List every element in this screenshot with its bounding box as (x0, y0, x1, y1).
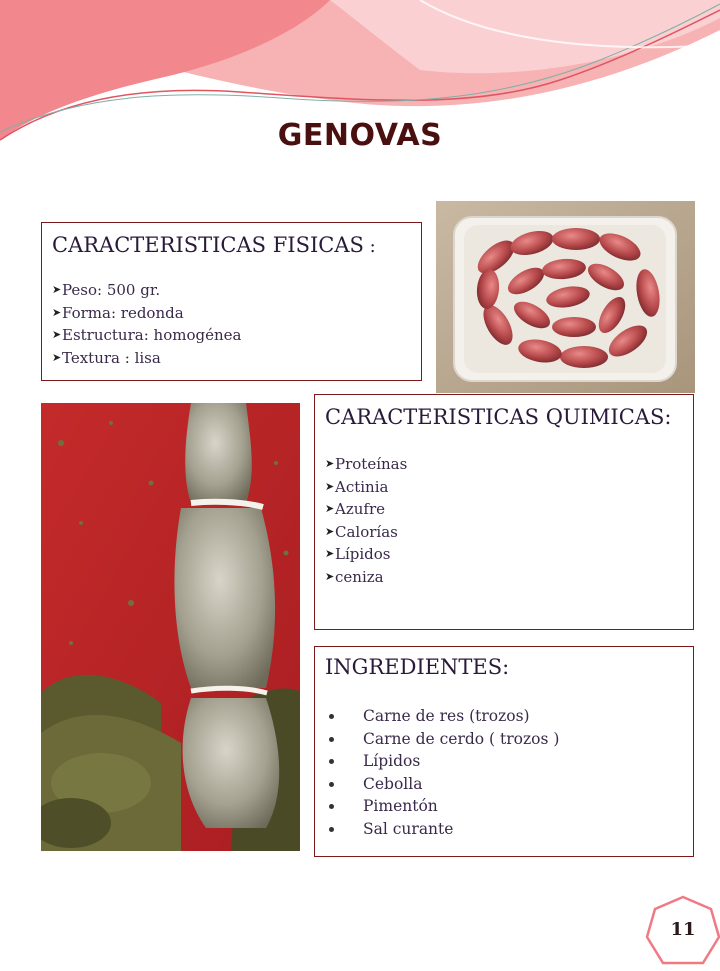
list-item (52, 279, 411, 302)
list-item-text: Lípidos (335, 545, 391, 563)
page-title: GENOVAS (277, 118, 443, 153)
list-item-text: Textura : lisa (62, 348, 161, 367)
arrow-bullet-icon: ➤ (52, 350, 62, 364)
list-item (329, 795, 683, 818)
arrow-bullet-icon: ➤ (325, 524, 335, 538)
list-item-text: Sal curante (363, 819, 454, 838)
list-item (329, 750, 683, 773)
list-item (325, 453, 683, 476)
list-item (52, 302, 411, 325)
list-item-text: Carne de res (trozos) (363, 707, 530, 725)
list-item-text: Azufre (335, 500, 385, 518)
physical-heading-text: CARACTERISTICAS FISICAS (52, 233, 364, 257)
list-item (325, 476, 683, 499)
physical-heading-suffix: : (363, 236, 376, 257)
dot-bullet-icon (329, 782, 334, 787)
sausage-casing-photo (41, 403, 300, 851)
list-item-text: Proteínas (335, 455, 408, 473)
list-item (329, 705, 683, 728)
list-item (329, 728, 683, 751)
list-item-text: ceniza (335, 567, 384, 586)
list-item (325, 543, 683, 566)
page-number: 11 (670, 919, 696, 940)
list-item-text: Forma: redonda (62, 303, 184, 322)
ingredients-list (325, 705, 683, 840)
physical-characteristics-box (41, 222, 422, 381)
arrow-bullet-icon: ➤ (52, 305, 62, 319)
list-item (329, 773, 683, 796)
list-item (325, 521, 683, 544)
sausages-tray-photo (436, 201, 695, 393)
arrow-bullet-icon: ➤ (325, 569, 335, 583)
arrow-bullet-icon: ➤ (325, 547, 335, 560)
list-item-text: Calorías (335, 522, 398, 541)
chemical-characteristics-list (325, 453, 683, 588)
list-item (329, 818, 683, 841)
arrow-bullet-icon: ➤ (52, 328, 62, 341)
list-item-text: Cebolla (363, 774, 423, 793)
list-item (52, 347, 411, 370)
list-item-text: Pimentón (363, 797, 438, 815)
dot-bullet-icon (329, 714, 334, 719)
dot-bullet-icon (329, 737, 334, 742)
chemical-characteristics-box (314, 394, 694, 630)
dot-bullet-icon (329, 827, 334, 832)
arrow-bullet-icon: ➤ (325, 479, 335, 493)
physical-characteristics-list (52, 279, 411, 369)
list-item (325, 498, 683, 521)
list-item-text: Lípidos (363, 752, 421, 770)
chemical-characteristics-heading: CARACTERISTICAS QUIMICAS: (325, 405, 672, 429)
list-item-text: Actinia (335, 477, 389, 496)
list-item-text: Peso: 500 gr. (62, 281, 161, 299)
ingredients-box (314, 646, 694, 857)
list-item (325, 566, 683, 589)
dot-bullet-icon (329, 804, 334, 809)
list-item-text: Carne de cerdo ( trozos ) (363, 729, 560, 748)
arrow-bullet-icon: ➤ (325, 502, 335, 515)
ingredients-heading: INGREDIENTES: (325, 655, 510, 679)
arrow-bullet-icon: ➤ (52, 283, 62, 296)
physical-characteristics-heading (52, 233, 411, 257)
list-item-text: Estructura: homogénea (62, 326, 242, 344)
dot-bullet-icon (329, 759, 334, 764)
list-item (52, 324, 411, 347)
arrow-bullet-icon: ➤ (325, 457, 335, 470)
